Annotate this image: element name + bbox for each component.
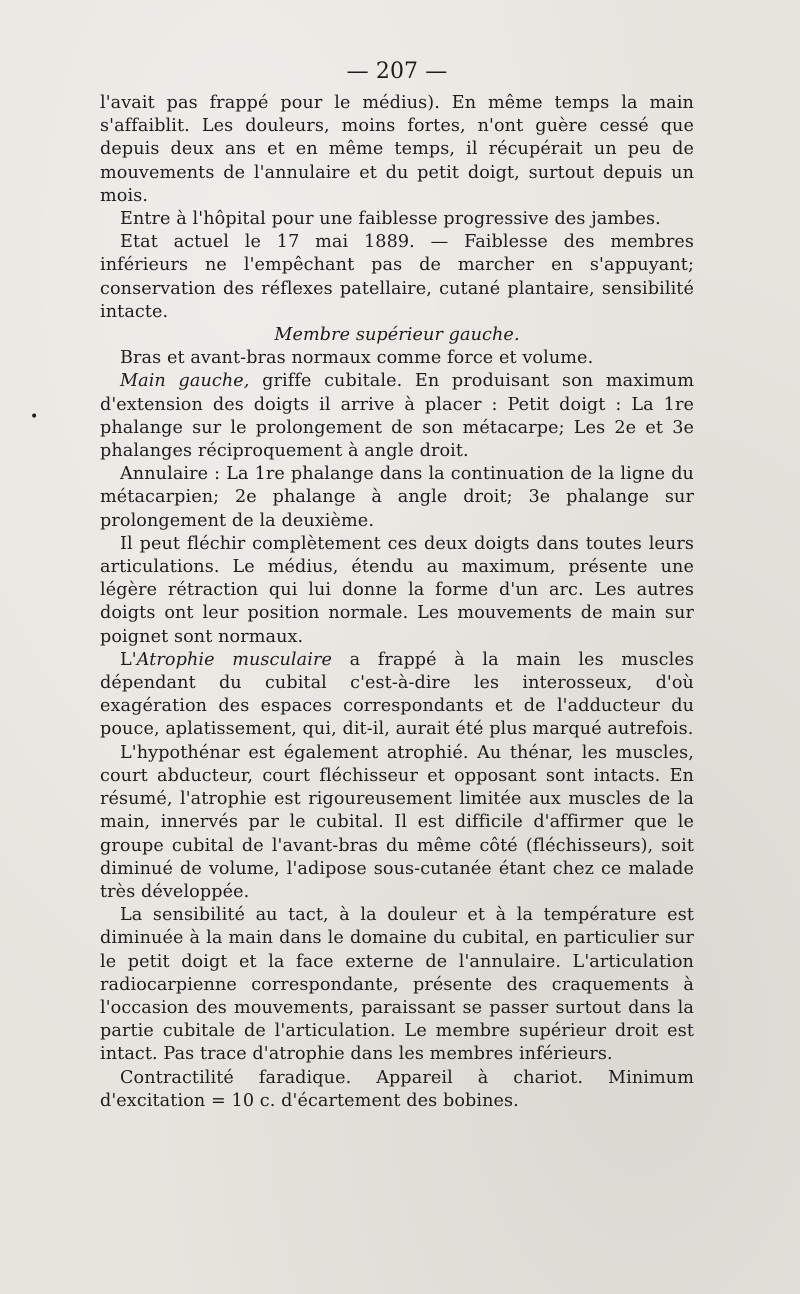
section-heading: Membre supérieur gauche. bbox=[274, 325, 520, 346]
paragraph-2: Entre à l'hôpital pour une faiblesse progressive des jambes. bbox=[120, 209, 661, 230]
paragraph-1: l'avait pas frappé pour le médius). En même temps la main s'affaiblit. Les douleurs, moins fortes, n'ont guère cessé que depuis deux ans et en même temps, il récupérait un peu de mouvements de l'annulaire et du petit doigt, surtout depuis un mois. bbox=[100, 93, 694, 206]
paragraph-4: Bras et avant-bras normaux comme force et volume. bbox=[120, 348, 594, 369]
paragraph-8-lead: Atrophie musculaire bbox=[136, 649, 332, 670]
paragraph-8-prefix: L' bbox=[120, 649, 137, 670]
paragraph-5 bbox=[100, 370, 694, 463]
paragraph-9: L'hypothénar est également atrophié. Au thénar, les muscles, court abducteur, court fléchisseur et opposant sont intacts. En résumé, l'atrophie est rigoureusement limitée aux muscles de la main, innervés par le cubital. Il est difficile d'affirmer que le groupe cubital de l'avant-bras du même côté (fléchisseurs), soit diminué de volume, l'adipose sous-cutanée étant chez ce malade très développée. bbox=[100, 742, 694, 902]
paragraph-5-text: griffe cubitale. En produisant son maximum d'extension des doigts il arrive à placer : Petit doigt : La 1re phalange sur le prolongement de son métacarpe; Les 2e et 3e phalanges réciproquement à angle droit. bbox=[100, 371, 694, 462]
margin-mark: • bbox=[30, 409, 39, 425]
paragraph-10: La sensibilité au tact, à la douleur et à la température est diminuée à la main dans le domaine du cubital, en particulier sur le petit doigt et la face externe de l'annulaire. L'articulation radiocarpienne correspondante, présente des craquements à l'occasion des mouvements, paraissant se passer surtout dans la partie cubitale de l'articulation. Le membre supérieur droit est intact. Pas trace d'atrophie dans les membres inférieurs. bbox=[100, 905, 694, 1065]
paragraph-3: Etat actuel le 17 mai 1889. — Faiblesse des membres inférieurs ne l'empêchant pas de marcher en s'appuyant; conservation des réflexes patellaire, cutané plantaire, sensibilité intacte. bbox=[100, 232, 694, 322]
paragraph-5-lead: Main gauche, bbox=[120, 371, 250, 392]
paragraph-8 bbox=[100, 649, 694, 742]
paragraph-11: Contractilité faradique. Appareil à chariot. Minimum d'excitation = 10 c. d'écartement des bobines. bbox=[100, 1067, 694, 1111]
paragraph-6: Annulaire : La 1re phalange dans la continuation de la ligne du métacarpien; 2e phalange à angle droit; 3e phalange sur prolongement de la deuxième. bbox=[100, 464, 694, 531]
body-text bbox=[100, 60, 694, 1113]
page-number: — 207 — bbox=[346, 59, 448, 84]
paragraph-8-text: a frappé à la main les muscles dépendant du cubital c'est-à-dire les interosseux, d'où exagération des espaces correspondants et de l'adducteur du pouce, aplatissement, qui, dit-il, aurait été plus marqué autrefois. bbox=[100, 649, 694, 740]
paragraph-7: Il peut fléchir complètement ces deux doigts dans toutes leurs articulations. Le médius, étendu au maximum, présente une légère rétraction qui lui donne la forme d'un arc. Les autres doigts ont leur position normale. Les mouvements de main sur poignet sont normaux. bbox=[100, 533, 694, 647]
